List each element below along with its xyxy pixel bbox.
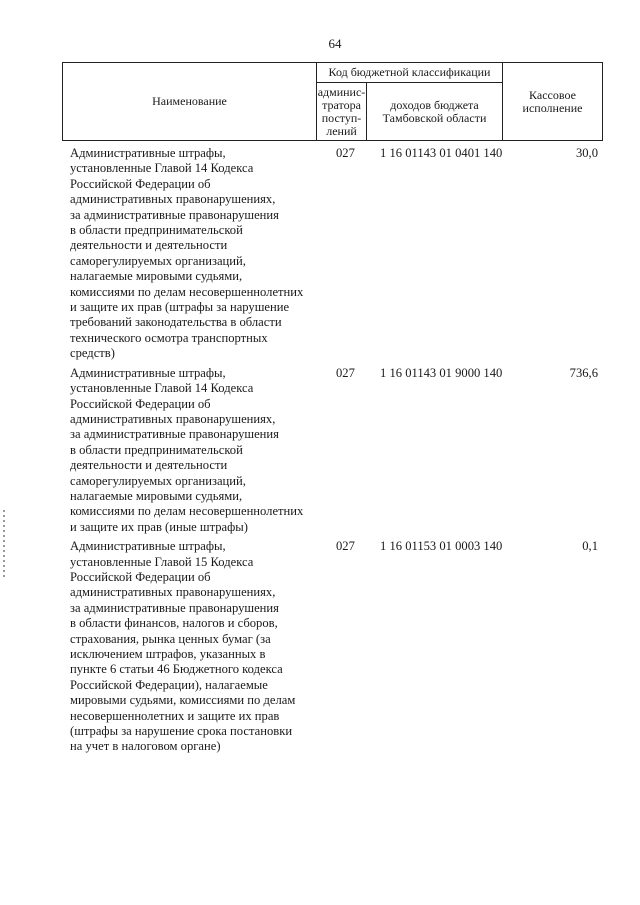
row-admin-code: 027: [336, 146, 355, 160]
header-execution: Кассовое исполнение: [503, 63, 603, 141]
header-revenue: доходов бюджета Тамбовской области: [367, 83, 503, 141]
table-row: [62, 146, 602, 362]
row-admin-code: 027: [336, 539, 355, 554]
table-row: [62, 366, 602, 535]
scan-binding-mark: [3, 510, 5, 580]
header-name: Наименование: [63, 63, 317, 141]
row-amount: 30,0: [575, 146, 598, 160]
row-revenue-code: 1 16 01143 01 0401 140: [380, 146, 503, 160]
row-amount: 0,1: [582, 539, 598, 554]
page-number: 64: [328, 36, 342, 51]
table-header: [62, 62, 603, 141]
table-body: [62, 146, 602, 759]
row-name: Административные штрафы, установленные Главой 15 Кодекса Российской Федерации об административных правонарушениях, за административные правонарушения в области финансов, налогов и сборов, страхования, рынка ценных бумаг (за исключением штрафов, указанных в пункте 6 статьи 46 Бюджетного кодекса Российской Федерации), налагаемые мировыми судьями, комиссиями по делам несовершеннолетних и защите их прав (штрафы за нарушение срока постановки на учет в налоговом органе): [70, 539, 296, 754]
table-row: [62, 539, 602, 755]
row-revenue-code: 1 16 01153 01 0003 140: [380, 539, 503, 554]
header-admin: админис- тратора поступ- лений: [317, 83, 367, 141]
row-admin-code: 027: [336, 365, 355, 380]
row-name: Административные штрафы, установленные Главой 14 Кодекса Российской Федерации об административных правонарушениях, за административные правонарушения в области предпринимательской деятельности и деятельности саморегулируемых организаций, налагаемые мировыми судьями, комиссиями по делам несовершеннолетних и защите их прав (иные штрафы): [70, 365, 304, 534]
row-amount: 736,6: [569, 365, 598, 380]
row-revenue-code: 1 16 01143 01 9000 140: [380, 365, 503, 380]
row-name: Административные штрафы, установленные Главой 14 Кодекса Российской Федерации об административных правонарушениях, за административные правонарушения в области предпринимательской деятельности и деятельности саморегулируемых организаций, налагаемые мировыми судьями, комиссиями по делам несовершеннолетних и защите их прав (штрафы за нарушение требований законодательства в области технического осмотра транспортных средств): [70, 146, 304, 361]
header-budget-code: Код бюджетной классификации: [317, 63, 503, 83]
